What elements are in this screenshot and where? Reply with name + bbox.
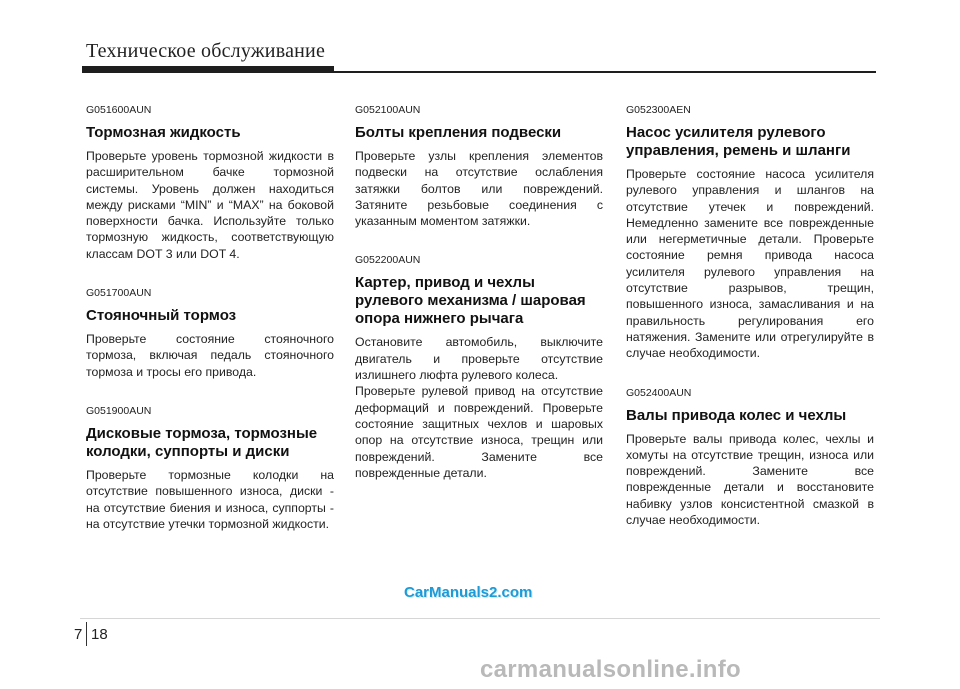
section-paragraph: Проверьте уровень тормозной жидкости в расширительном бачке тормозной системы. Уровень должен находиться между рисками “MIN” и “MAX” на боковой поверхности бачка. Используйте только тормозную жидкость, соответствующую классам DOT 3 или DOT 4. (86, 149, 334, 261)
section-suspension-bolts (355, 104, 603, 229)
section-paragraph: Проверьте состояние насоса усилителя рулевого управления и шлангов на отсутствие утечек и повреждений. Немедленно замените все поврежденные или негерметичные детали. Проверьте состояние ремня привода насоса усилителя рулевого управления на отсутствие разрывов, трещин, повышенного износа, замасливания и на правильность регулирования его натяжения. Замените или отрегулируйте в случае необходимости. (626, 167, 874, 361)
section-code: G051600AUN (86, 104, 152, 116)
footer-rule (80, 618, 880, 619)
carmanualsonline-watermark: carmanualsonline.info (480, 656, 742, 683)
section-heading: Картер, привод и чехлы рулевого механизма / шаровая опора нижнего рычага (355, 274, 586, 328)
carmanuals2-watermark: CarManuals2.com (404, 584, 533, 601)
section-power-steering-pump (626, 104, 874, 362)
section-heading: Насос усилителя рулевого управления, ремень и шланги (626, 124, 851, 159)
section-brake-fluid (86, 104, 334, 262)
section-code: G052100AUN (355, 104, 421, 116)
section-drive-shafts (626, 387, 874, 529)
section-heading: Болты крепления подвески (355, 124, 562, 141)
header-rule-thick (82, 66, 334, 73)
section-paragraph: Остановите автомобиль, выключите двигатель и проверьте отсутствие излишнего люфта рулевого колеса. (355, 335, 603, 383)
section-paragraph: Проверьте валы привода колес, чехлы и хомуты на отсутствие трещин, износа или повреждений. Замените все поврежденные детали и восстановите набивку узлов консистентной смазкой в случае необходимости. (626, 431, 874, 528)
section-paragraph: Проверьте тормозные колодки на отсутствие повышенного износа, диски - на отсутствие биения и износа, суппорты - на отсутствие утечки тормозной жидкости. (86, 467, 334, 531)
section-heading: Валы привода колес и чехлы (626, 406, 847, 424)
section-code: G052400AUN (626, 386, 692, 399)
section-paragraph: Проверьте рулевой привод на отсутствие деформаций и повреждений. Проверьте состояние защитных чехлов и шаровых опор на отсутствие износа, трещин или повреждений. Замените все поврежденные детали. (355, 384, 603, 480)
section-heading: Дисковые тормоза, тормозные колодки, суппорты и диски (86, 424, 318, 460)
section-code: G052200AUN (355, 254, 421, 267)
section-disc-brakes (86, 405, 334, 532)
section-code: G052300AEN (626, 104, 691, 116)
section-heading: Стояночный тормоз (86, 307, 237, 325)
footer-divider (86, 622, 87, 646)
column-3 (626, 104, 874, 553)
page-number: 18 (91, 626, 108, 643)
section-code: G051900AUN (86, 404, 152, 417)
column-2 (355, 104, 603, 506)
section-parking-brake (86, 287, 334, 380)
page-title: Техническое обслуживание (86, 40, 326, 62)
section-paragraph: Проверьте узлы крепления элементов подвески на отсутствие ослабления затяжки болтов или повреждений. Затяните резьбовые соединения с указанным моментом затяжки. (355, 149, 603, 229)
header-rule-thin (334, 71, 876, 73)
chapter-number: 7 (74, 626, 83, 643)
section-paragraph: Проверьте состояние стояночного тормоза, включая педаль стояночного тормоза и тросы его привода. (86, 332, 334, 379)
section-steering-gear (355, 254, 603, 481)
section-code: G051700AUN (86, 287, 152, 300)
section-heading: Тормозная жидкость (86, 124, 241, 141)
column-1 (86, 104, 334, 557)
